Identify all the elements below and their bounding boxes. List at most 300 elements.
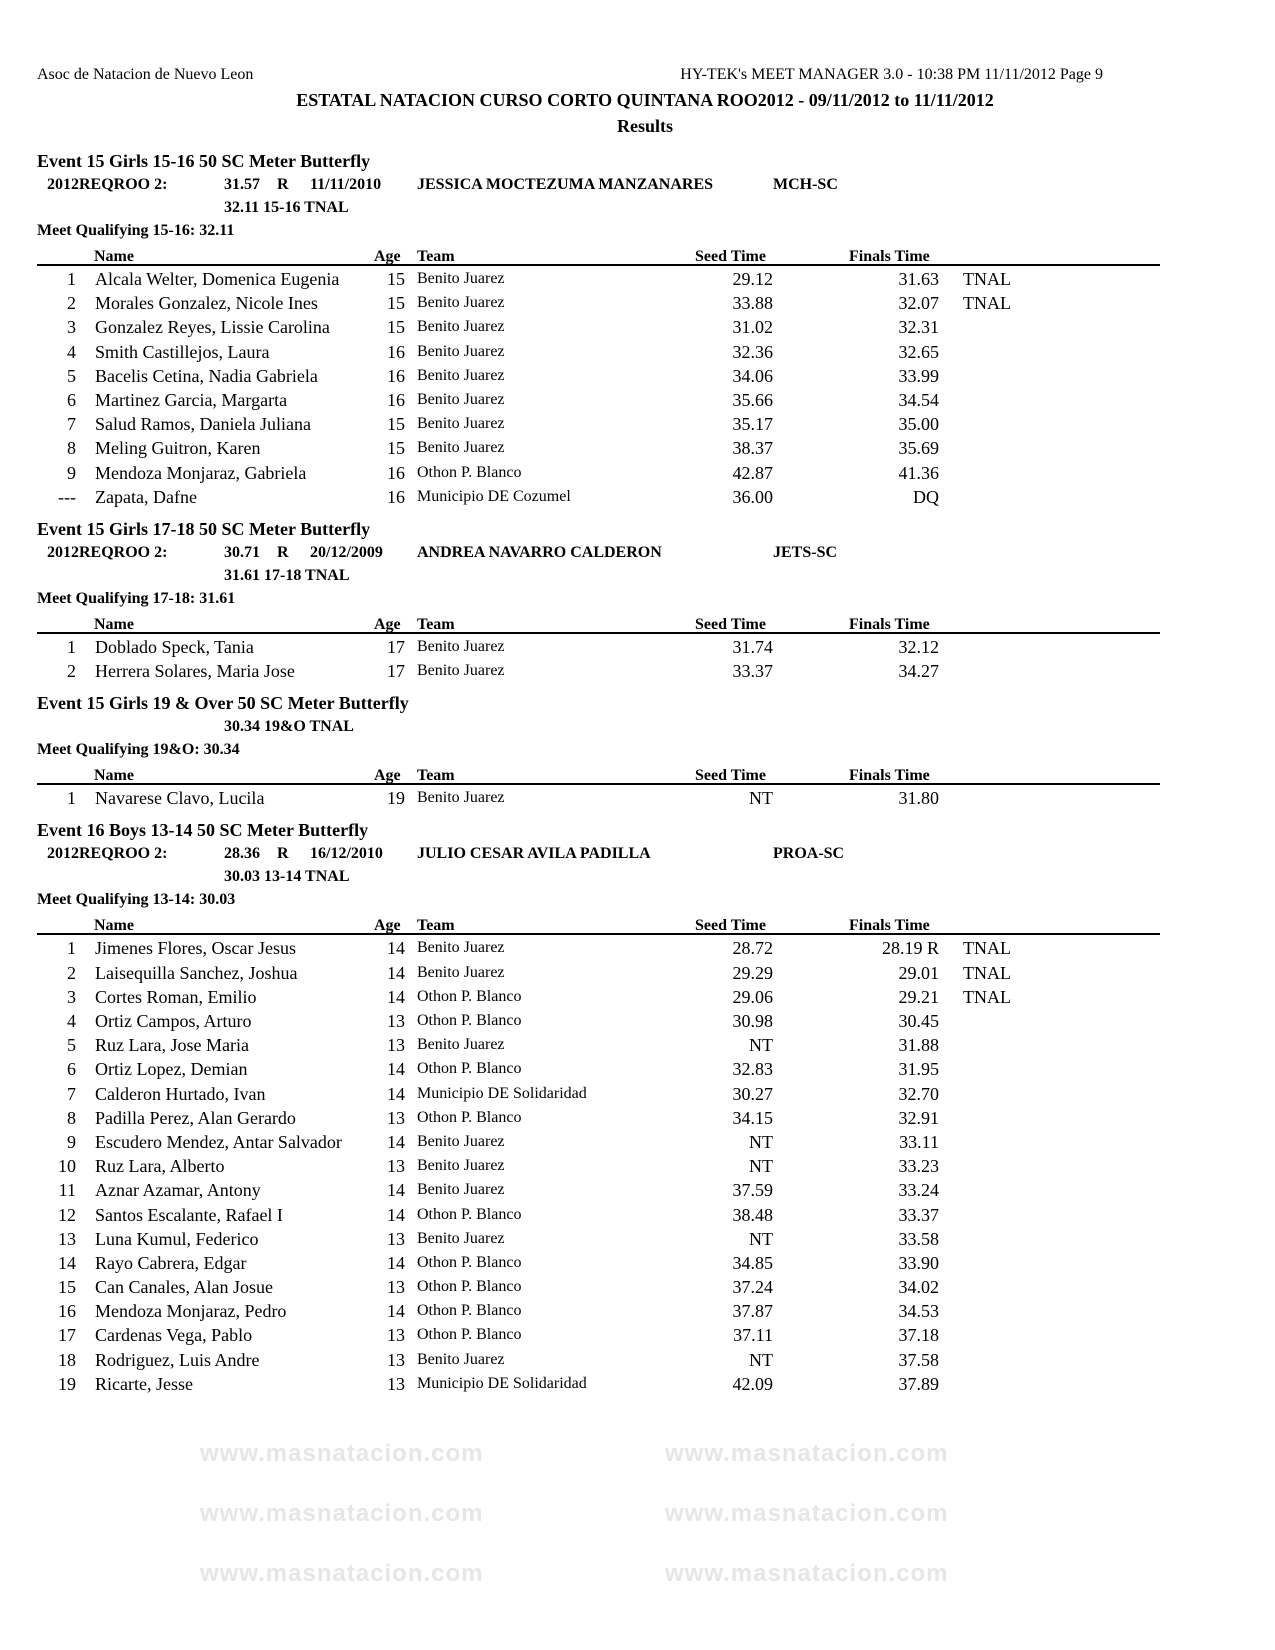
table-row <box>37 634 1160 658</box>
table-row <box>37 1105 1160 1129</box>
place: 17 <box>58 1325 76 1346</box>
record-line <box>37 842 1160 865</box>
event-title: Event 15 Girls 15-16 50 SC Meter Butterfly <box>37 151 371 171</box>
place: 1 <box>67 938 76 959</box>
seed-time: 31.02 <box>732 317 773 338</box>
record-holder: JESSICA MOCTEZUMA MANZANARES <box>417 176 714 193</box>
age: 15 <box>387 269 405 289</box>
event-title: Event 15 Girls 19 & Over 50 SC Meter Butterfly <box>37 693 409 714</box>
record-time: 30.71 <box>224 543 260 561</box>
finals-time: 37.18 <box>898 1325 939 1346</box>
time-standard: 30.03 13-14 TNAL <box>224 868 350 886</box>
col-age: Age <box>374 248 401 265</box>
seed-time: 42.87 <box>732 462 773 483</box>
standard-line <box>37 715 1160 738</box>
place: 6 <box>67 1059 76 1080</box>
age: 13 <box>387 1349 405 1370</box>
col-team: Team <box>417 248 455 265</box>
table-row <box>37 1177 1160 1201</box>
meet-qualifying: Meet Qualifying 17-18: 31.61 <box>37 589 236 607</box>
team: Benito Juarez <box>417 789 505 807</box>
swimmer-name: Ruz Lara, Jose Maria <box>95 1035 249 1056</box>
table-row <box>37 387 1160 411</box>
swimmer-name: Martinez Garcia, Margarta <box>95 389 288 410</box>
team: Othon P. Blanco <box>417 1278 522 1296</box>
finals-time: 28.19 R <box>881 938 939 959</box>
place: 13 <box>58 1228 76 1249</box>
swimmer-name: Gonzalez Reyes, Lissie Carolina <box>95 317 330 338</box>
swimmer-name: Herrera Solares, Maria Jose <box>95 661 295 682</box>
table-row <box>37 290 1160 314</box>
swimmer-name: Rodriguez, Luis Andre <box>95 1349 260 1370</box>
seed-time: NT <box>749 1131 773 1152</box>
col-age: Age <box>374 767 401 785</box>
place: 1 <box>67 788 76 809</box>
seed-time: 42.09 <box>732 1373 773 1394</box>
team: Benito Juarez <box>417 270 505 287</box>
swimmer-name: Doblado Speck, Tania <box>95 636 254 657</box>
standard-line <box>37 196 1160 219</box>
swimmer-name: Luna Kumul, Federico <box>95 1228 259 1249</box>
team: Benito Juarez <box>417 1181 505 1199</box>
software-info: HY-TEK's MEET MANAGER 3.0 - 10:38 PM 11/11/2012 Page 9 <box>680 66 1103 83</box>
swimmer-name: Alcala Welter, Domenica Eugenia <box>95 269 340 289</box>
qualifying-line <box>37 587 1160 610</box>
record-date: 11/11/2010 <box>310 176 382 193</box>
age: 17 <box>387 661 405 682</box>
qualifier-tag: TNAL <box>963 986 1011 1007</box>
table-row <box>37 411 1160 435</box>
place: 15 <box>58 1277 76 1298</box>
swimmer-name: Smith Castillejos, Laura <box>95 341 270 362</box>
age: 13 <box>387 1107 405 1128</box>
record-date: 16/12/2010 <box>310 845 383 863</box>
place: 9 <box>67 462 76 483</box>
table-row <box>37 984 1160 1008</box>
seed-time: 30.98 <box>732 1011 773 1031</box>
swimmer-name: Rayo Cabrera, Edgar <box>95 1252 247 1273</box>
event-section <box>37 819 1160 1395</box>
column-header <box>37 761 1160 785</box>
finals-time: 37.58 <box>898 1349 939 1370</box>
age: 16 <box>387 341 405 362</box>
col-name: Name <box>94 767 134 785</box>
results-subtitle: Results <box>616 116 673 136</box>
record-flag: R <box>277 845 289 863</box>
finals-time: 34.53 <box>898 1301 939 1322</box>
column-header <box>37 911 1160 935</box>
finals-time: DQ <box>913 486 939 507</box>
age: 15 <box>387 317 405 338</box>
time-standard: 32.11 15-16 TNAL <box>224 199 349 216</box>
table-row <box>37 1250 1160 1274</box>
age: 14 <box>387 1083 405 1104</box>
event-section <box>37 518 1160 682</box>
standard-line <box>37 564 1160 587</box>
finals-time: 34.54 <box>898 389 939 410</box>
seed-time: 37.59 <box>732 1180 773 1201</box>
qualifying-line <box>37 738 1160 761</box>
table-row <box>37 1032 1160 1056</box>
place: 3 <box>67 317 76 338</box>
table-row <box>37 785 1160 809</box>
place: 16 <box>58 1301 76 1322</box>
seed-time: 36.00 <box>732 486 773 507</box>
finals-time: 32.70 <box>898 1083 939 1104</box>
event-section <box>37 692 1160 809</box>
finals-time: 32.12 <box>898 636 939 657</box>
table-row <box>37 960 1160 984</box>
seed-time: 38.37 <box>732 438 773 459</box>
age: 13 <box>387 1011 405 1031</box>
finals-time: 32.65 <box>898 341 939 362</box>
finals-time: 33.90 <box>898 1252 939 1273</box>
swimmer-name: Mendoza Monjaraz, Gabriela <box>95 462 307 483</box>
qualifying-line <box>37 888 1160 911</box>
place: 7 <box>67 414 76 435</box>
age: 15 <box>387 438 405 459</box>
organization: Asoc de Natacion de Nuevo Leon <box>37 66 254 83</box>
team: Benito Juarez <box>417 1229 505 1247</box>
seed-time: 32.83 <box>732 1059 773 1080</box>
record-line <box>37 173 1160 196</box>
time-standard: 30.34 19&O TNAL <box>224 718 354 736</box>
place: 8 <box>67 1107 76 1128</box>
swimmer-name: Meling Guitron, Karen <box>95 438 261 459</box>
swimmer-name: Padilla Perez, Alan Gerardo <box>95 1107 296 1128</box>
swimmer-name: Morales Gonzalez, Nicole Ines <box>95 293 318 314</box>
age: 15 <box>387 414 405 435</box>
place: 9 <box>67 1131 76 1152</box>
swimmer-name: Santos Escalante, Rafael I <box>95 1204 283 1225</box>
swimmer-name: Laisequilla Sanchez, Joshua <box>95 962 298 983</box>
finals-time: 34.27 <box>898 661 939 682</box>
place: 6 <box>67 389 76 410</box>
place: 4 <box>67 341 76 362</box>
watermark: www.masnatacion.com <box>200 1500 484 1527</box>
event-section <box>37 150 1160 508</box>
age: 14 <box>387 1059 405 1080</box>
place: 12 <box>58 1204 76 1225</box>
seed-time: NT <box>749 1035 773 1056</box>
team: Othon P. Blanco <box>417 1108 522 1126</box>
table-row <box>37 1153 1160 1177</box>
team: Benito Juarez <box>417 294 505 312</box>
record-time: 31.57 <box>224 176 260 193</box>
record-flag: R <box>277 176 289 193</box>
finals-time: 32.07 <box>898 293 939 314</box>
table-row <box>37 266 1160 290</box>
seed-time: 33.37 <box>732 661 773 682</box>
team: Benito Juarez <box>417 662 505 680</box>
table-row <box>37 435 1160 459</box>
table-row <box>37 484 1160 508</box>
team: Benito Juarez <box>417 390 505 408</box>
place: 3 <box>67 986 76 1007</box>
watermark: www.masnatacion.com <box>200 1560 484 1587</box>
age: 13 <box>387 1325 405 1346</box>
finals-time: 33.37 <box>898 1204 939 1225</box>
team: Othon P. Blanco <box>417 463 522 481</box>
col-finals: Finals Time <box>849 248 930 265</box>
col-finals: Finals Time <box>849 917 930 935</box>
col-seed: Seed Time <box>695 917 766 935</box>
age: 16 <box>387 462 405 483</box>
qualifier-tag: TNAL <box>963 938 1011 959</box>
seed-time: 34.15 <box>732 1107 773 1128</box>
table-row <box>37 935 1160 959</box>
finals-time: 33.99 <box>898 365 939 386</box>
team: Othon P. Blanco <box>417 1302 522 1320</box>
meet-qualifying: Meet Qualifying 13-14: 30.03 <box>37 891 236 909</box>
seed-time: NT <box>749 1228 773 1249</box>
age: 16 <box>387 389 405 410</box>
swimmer-name: Salud Ramos, Daniela Juliana <box>95 414 311 435</box>
event-title: Event 16 Boys 13-14 50 SC Meter Butterfly <box>37 820 369 841</box>
place: 8 <box>67 438 76 459</box>
finals-time: 31.88 <box>898 1035 939 1056</box>
table-row <box>37 1056 1160 1080</box>
place: 11 <box>58 1180 76 1201</box>
finals-time: 32.91 <box>898 1107 939 1128</box>
place: 2 <box>67 293 76 314</box>
seed-time: 33.88 <box>732 293 773 314</box>
team: Othon P. Blanco <box>417 1012 522 1029</box>
table-row <box>37 1202 1160 1226</box>
seed-time: 37.24 <box>732 1277 773 1298</box>
finals-time: 31.95 <box>898 1059 939 1080</box>
record-team: PROA-SC <box>773 845 845 863</box>
place: 2 <box>67 661 76 682</box>
age: 15 <box>387 293 405 314</box>
qualifying-line <box>37 219 1160 242</box>
col-seed: Seed Time <box>695 767 766 785</box>
finals-time: 29.01 <box>898 962 939 983</box>
table-row <box>37 1347 1160 1371</box>
age: 13 <box>387 1035 405 1056</box>
col-age: Age <box>374 615 401 633</box>
seed-time: 34.85 <box>732 1252 773 1273</box>
event-title: Event 15 Girls 17-18 50 SC Meter Butterfly <box>37 518 371 539</box>
record-time: 28.36 <box>224 845 260 863</box>
col-finals: Finals Time <box>849 615 930 633</box>
seed-time: NT <box>749 1156 773 1177</box>
seed-time: 31.74 <box>732 636 773 657</box>
team: Benito Juarez <box>417 366 505 384</box>
place: 5 <box>67 365 76 386</box>
finals-time: 29.21 <box>898 986 939 1007</box>
table-row <box>37 1298 1160 1322</box>
record-line <box>37 541 1160 564</box>
qualifier-tag: TNAL <box>963 293 1011 314</box>
record-holder: ANDREA NAVARRO CALDERON <box>417 543 662 561</box>
seed-time: 32.36 <box>732 341 773 362</box>
meet-qualifying: Meet Qualifying 15-16: 32.11 <box>37 222 235 239</box>
standard-line <box>37 865 1160 888</box>
place: --- <box>58 486 76 507</box>
place: 5 <box>67 1035 76 1056</box>
table-row <box>37 1081 1160 1105</box>
seed-time: 37.11 <box>733 1325 773 1346</box>
seed-time: 38.48 <box>732 1204 773 1225</box>
age: 14 <box>387 1131 405 1152</box>
place: 7 <box>67 1083 76 1104</box>
finals-time: 32.31 <box>898 317 939 338</box>
swimmer-name: Cortes Roman, Emilio <box>95 986 257 1007</box>
age: 16 <box>387 486 405 507</box>
meet-title: ESTATAL NATACION CURSO CORTO QUINTANA ROO2012 - 09/11/2012 to 11/11/2012 <box>296 90 994 110</box>
watermark: www.masnatacion.com <box>200 1440 484 1467</box>
record-team: JETS-SC <box>773 543 838 561</box>
col-finals: Finals Time <box>849 767 930 785</box>
finals-time: 30.45 <box>898 1011 939 1031</box>
age: 13 <box>387 1277 405 1298</box>
team: Othon P. Blanco <box>417 1253 522 1271</box>
swimmer-name: Ortiz Campos, Arturo <box>95 1011 252 1031</box>
team: Benito Juarez <box>417 963 505 981</box>
watermark: www.masnatacion.com <box>665 1500 949 1527</box>
place: 1 <box>67 269 76 289</box>
place: 2 <box>67 962 76 983</box>
age: 14 <box>387 1252 405 1273</box>
place: 4 <box>67 1011 76 1031</box>
team: Othon P. Blanco <box>417 1060 522 1078</box>
swimmer-name: Bacelis Cetina, Nadia Gabriela <box>95 365 318 386</box>
table-row <box>37 339 1160 363</box>
place: 18 <box>58 1349 76 1370</box>
age: 19 <box>387 788 405 809</box>
events-list <box>37 150 1160 1405</box>
finals-time: 31.80 <box>898 788 939 809</box>
seed-time: 35.66 <box>732 389 773 410</box>
swimmer-name: Can Canales, Alan Josue <box>95 1277 273 1298</box>
watermark: www.masnatacion.com <box>665 1440 949 1467</box>
finals-time: 35.00 <box>898 414 939 435</box>
place: 14 <box>58 1252 76 1273</box>
qualifier-tag: TNAL <box>963 269 1011 289</box>
age: 14 <box>387 1204 405 1225</box>
record-label: 2012REQROO 2: <box>47 176 168 193</box>
col-name: Name <box>94 615 134 633</box>
finals-time: 34.02 <box>898 1277 939 1298</box>
swimmer-name: Calderon Hurtado, Ivan <box>95 1083 266 1104</box>
team: Othon P. Blanco <box>417 1326 522 1344</box>
seed-time: NT <box>749 1349 773 1370</box>
table-row <box>37 658 1160 682</box>
finals-time: 37.89 <box>898 1373 939 1394</box>
record-holder: JULIO CESAR AVILA PADILLA <box>417 845 651 863</box>
team: Othon P. Blanco <box>417 987 522 1005</box>
watermark: www.masnatacion.com <box>665 1560 949 1587</box>
seed-time: 34.06 <box>732 365 773 386</box>
col-age: Age <box>374 917 401 935</box>
col-seed: Seed Time <box>695 615 766 633</box>
finals-time: 33.11 <box>899 1131 939 1152</box>
meet-qualifying: Meet Qualifying 19&O: 30.34 <box>37 741 240 759</box>
swimmer-name: Aznar Azamar, Antony <box>95 1180 261 1201</box>
team: Benito Juarez <box>417 1157 505 1175</box>
team: Municipio DE Solidaridad <box>417 1374 587 1392</box>
table-row <box>37 363 1160 387</box>
table-row <box>37 1226 1160 1250</box>
team: Benito Juarez <box>417 637 505 655</box>
place: 10 <box>58 1156 76 1177</box>
team: Municipio DE Cozumel <box>417 487 571 505</box>
seed-time: 29.06 <box>732 986 773 1007</box>
place: 1 <box>67 636 76 657</box>
table-row <box>37 1371 1160 1395</box>
place: 19 <box>58 1373 76 1394</box>
seed-time: 35.17 <box>732 414 773 435</box>
seed-time: NT <box>749 788 773 809</box>
finals-time: 31.63 <box>898 269 939 289</box>
age: 13 <box>387 1228 405 1249</box>
age: 14 <box>387 986 405 1007</box>
seed-time: 30.27 <box>732 1083 773 1104</box>
col-team: Team <box>417 615 455 633</box>
swimmer-name: Jimenes Flores, Oscar Jesus <box>95 938 296 959</box>
col-team: Team <box>417 767 455 785</box>
team: Benito Juarez <box>417 318 505 336</box>
qualifier-tag: TNAL <box>963 962 1011 983</box>
record-flag: R <box>277 543 289 561</box>
swimmer-name: Navarese Clavo, Lucila <box>95 788 265 809</box>
table-row <box>37 1129 1160 1153</box>
age: 16 <box>387 365 405 386</box>
age: 14 <box>387 1180 405 1201</box>
swimmer-name: Zapata, Dafne <box>95 486 197 507</box>
record-date: 20/12/2009 <box>310 543 383 561</box>
col-seed: Seed Time <box>695 248 766 265</box>
table-row <box>37 1274 1160 1298</box>
column-header <box>37 610 1160 634</box>
age: 14 <box>387 938 405 959</box>
seed-time: 29.12 <box>732 269 773 289</box>
seed-time: 37.87 <box>732 1301 773 1322</box>
record-label: 2012REQROO 2: <box>47 845 168 863</box>
seed-time: 29.29 <box>732 962 773 983</box>
team: Benito Juarez <box>417 415 505 433</box>
team: Municipio DE Solidaridad <box>417 1084 587 1102</box>
team: Benito Juarez <box>417 1036 505 1054</box>
swimmer-name: Ruz Lara, Alberto <box>95 1156 225 1177</box>
col-name: Name <box>94 248 134 265</box>
swimmer-name: Ortiz Lopez, Demian <box>95 1059 248 1080</box>
age: 17 <box>387 636 405 657</box>
table-row <box>37 314 1160 338</box>
col-name: Name <box>94 917 134 935</box>
col-team: Team <box>417 917 455 935</box>
team: Benito Juarez <box>417 1132 505 1150</box>
swimmer-name: Ricarte, Jesse <box>95 1373 193 1394</box>
time-standard: 31.61 17-18 TNAL <box>224 566 350 584</box>
team: Benito Juarez <box>417 342 505 360</box>
age: 14 <box>387 1301 405 1322</box>
team: Benito Juarez <box>417 1350 505 1368</box>
finals-time: 33.24 <box>898 1180 939 1201</box>
record-label: 2012REQROO 2: <box>47 543 168 561</box>
table-row <box>37 460 1160 484</box>
swimmer-name: Mendoza Monjaraz, Pedro <box>95 1301 287 1322</box>
age: 13 <box>387 1373 405 1394</box>
record-team: MCH-SC <box>773 176 838 193</box>
table-row <box>37 1008 1160 1032</box>
team: Othon P. Blanco <box>417 1205 522 1223</box>
seed-time: 28.72 <box>732 938 773 959</box>
team: Benito Juarez <box>417 939 505 957</box>
finals-time: 35.69 <box>898 438 939 459</box>
finals-time: 33.23 <box>898 1156 939 1177</box>
